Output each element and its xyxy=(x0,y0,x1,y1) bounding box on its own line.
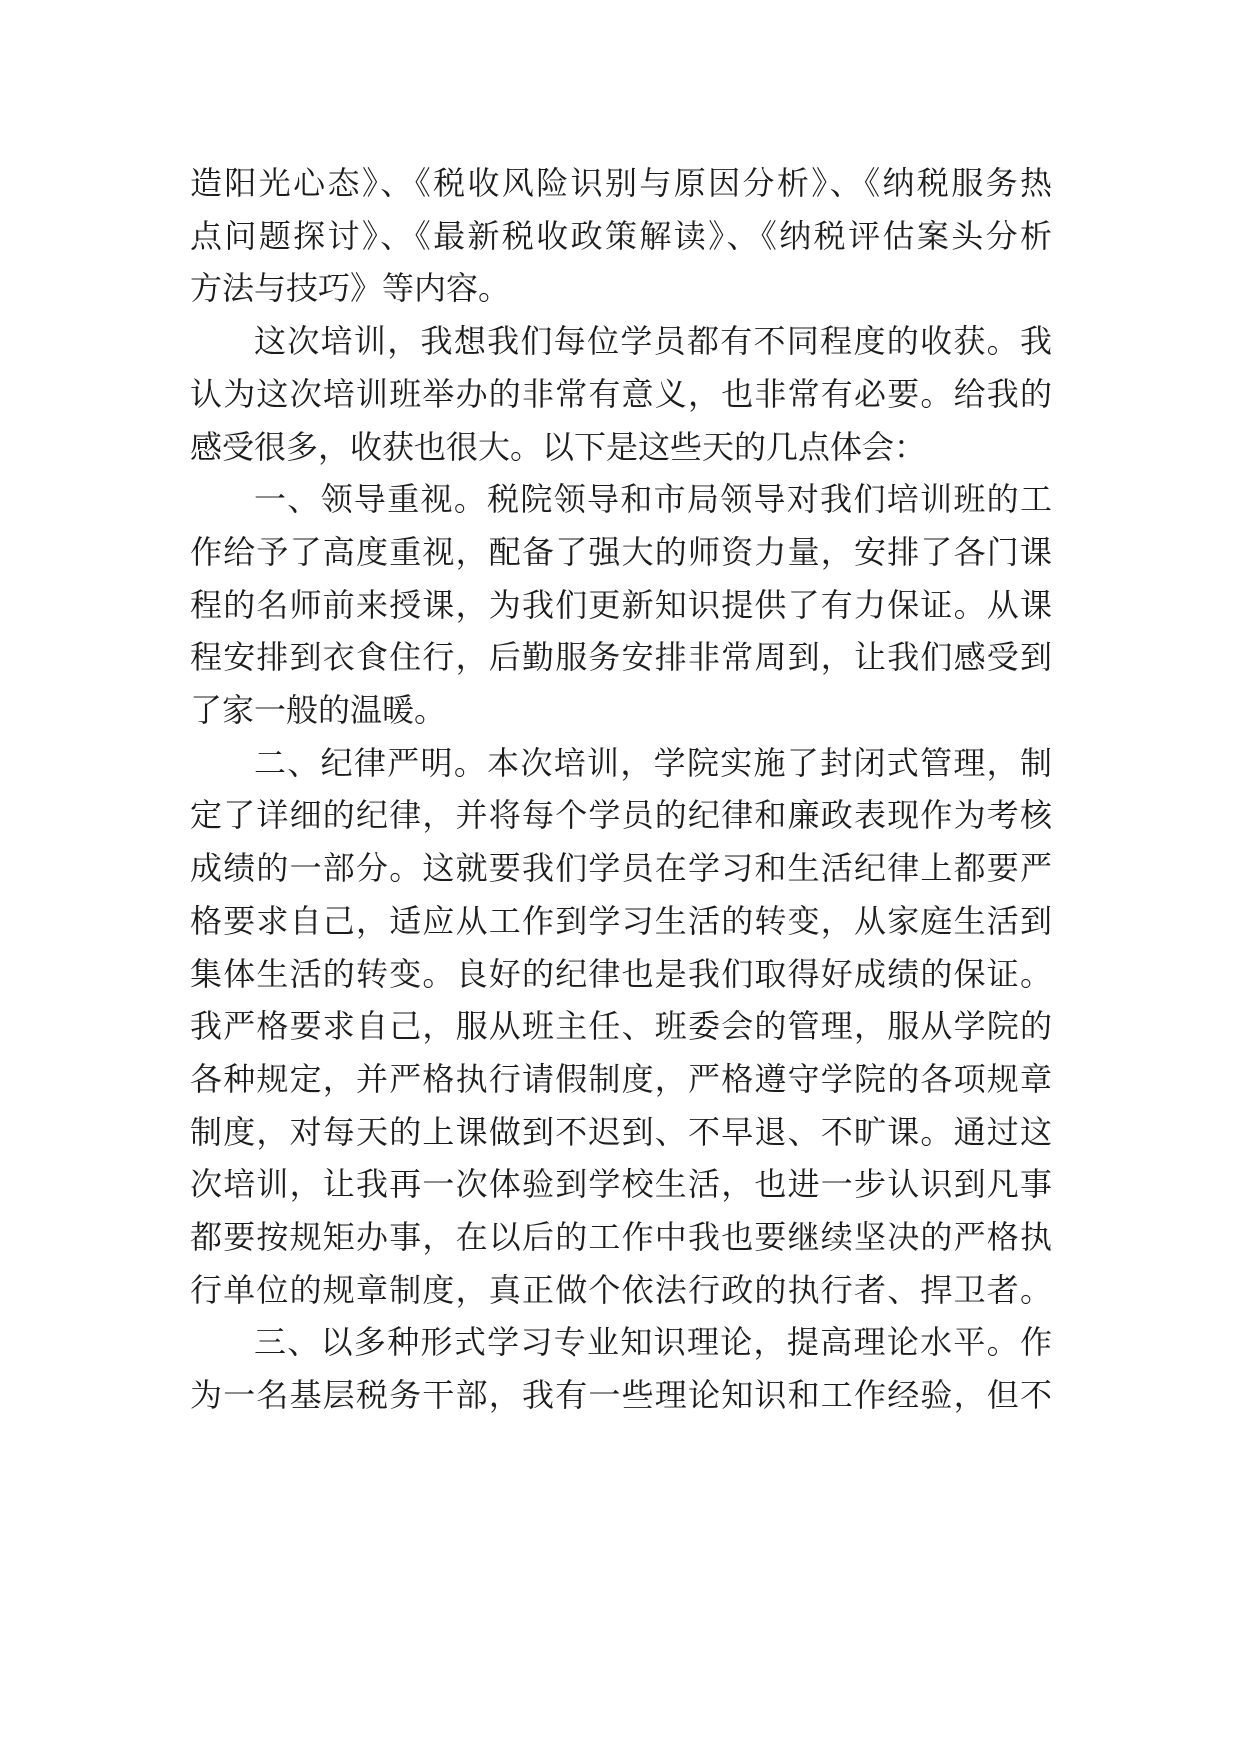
text-line: 认为这次培训班举办的非常有意义，也非常有必要。给我的 xyxy=(190,374,1052,413)
text-line: 次培训，让我再一次体验到学校生活，也进一步认识到凡事 xyxy=(190,1165,1052,1204)
text-line: 二、纪律严明。本次培训，学院实施了封闭式管理，制 xyxy=(254,743,1052,782)
text-line: 为一名基层税务干部，我有一些理论知识和工作经验，但不 xyxy=(190,1376,1052,1415)
text-line: 定了详细的纪律，并将每个学员的纪律和廉政表现作为考核 xyxy=(190,796,1052,835)
text-line: 一、领导重视。税院领导和市局领导对我们培训班的工 xyxy=(254,480,1052,519)
text-line: 点问题探讨》、《最新税收政策解读》、《纳税评估案头分析 xyxy=(190,216,1052,255)
text-line: 成绩的一部分。这就要我们学员在学习和生活纪律上都要严 xyxy=(190,849,1052,888)
text-line: 方法与技巧》等内容。 xyxy=(190,269,511,308)
text-line: 这次培训，我想我们每位学员都有不同程度的收获。我 xyxy=(254,322,1052,361)
text-line: 三、以多种形式学习专业知识理论，提高理论水平。作 xyxy=(254,1323,1052,1362)
text-line: 各种规定，并严格执行请假制度，严格遵守学院的各项规章 xyxy=(190,1059,1052,1098)
text-line: 我严格要求自己，服从班主任、班委会的管理，服从学院的 xyxy=(190,1007,1052,1046)
text-line: 都要按规矩办事，在以后的工作中我也要继续坚决的严格执 xyxy=(190,1218,1052,1256)
text-line: 造阳光心态》、《税收风险识别与原因分析》、《纳税服务热 xyxy=(190,164,1052,202)
text-line: 感受很多，收获也很大。以下是这些天的几点体会： xyxy=(190,427,927,466)
text-line: 行单位的规章制度，真正做个依法行政的执行者、捍卫者。 xyxy=(190,1270,1052,1309)
text-line: 作给予了高度重视，配备了强大的师资力量，安排了各门课 xyxy=(190,532,1052,571)
text-line: 了家一般的温暖。 xyxy=(190,691,447,729)
text-line: 集体生活的转变。良好的纪律也是我们取得好成绩的保证。 xyxy=(190,954,1052,993)
text-line: 格要求自己，适应从工作到学习生活的转变，从家庭生活到 xyxy=(190,901,1052,940)
text-line: 制度，对每天的上课做到不迟到、不早退、不旷课。通过这 xyxy=(190,1112,1052,1151)
text-line: 程的名师前来授课，为我们更新知识提供了有力保证。从课 xyxy=(190,585,1052,624)
text-line: 程安排到衣食住行，后勤服务安排非常周到，让我们感受到 xyxy=(190,638,1052,677)
